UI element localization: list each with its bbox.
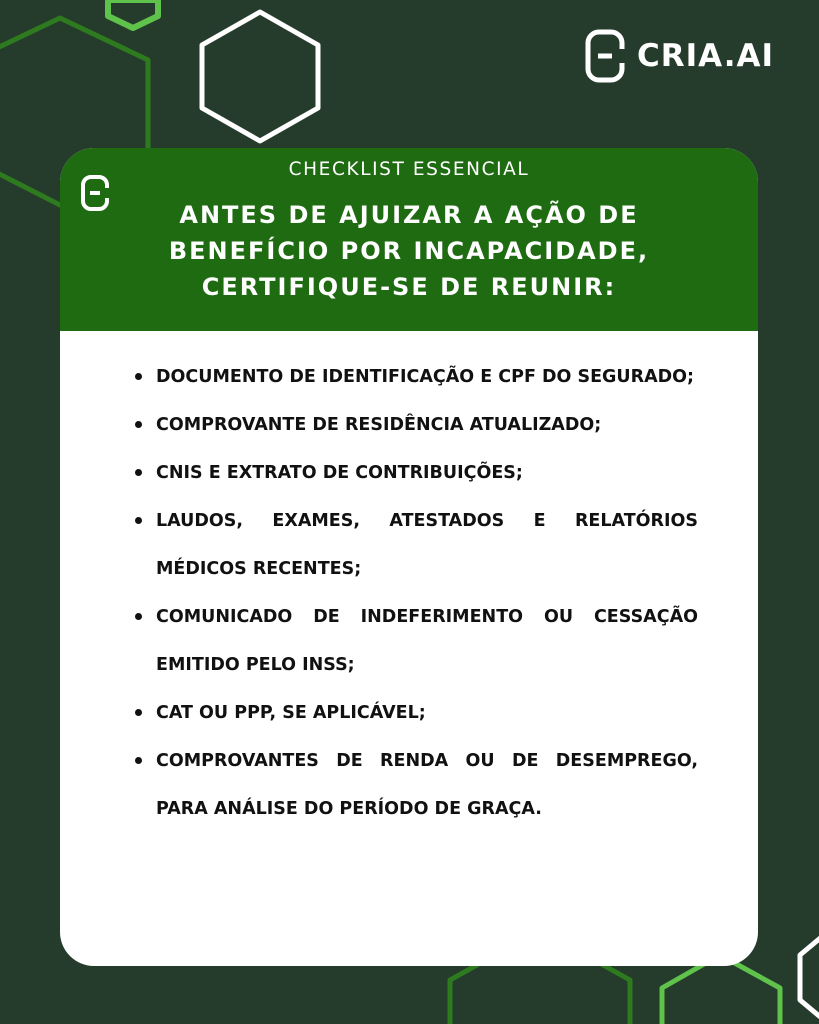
cria-logo-icon: [585, 29, 625, 83]
checklist-item: [156, 449, 698, 497]
checklist-card: [60, 148, 758, 966]
checklist-item-text: COMUNICADO DE INDEFERIMENTO OU CESSAÇÃO EMITIDO PELO INSS;: [156, 607, 698, 675]
bullet-icon: [135, 517, 142, 524]
hexagon-bottom-right-white: [800, 930, 819, 1024]
checklist-item-text: COMPROVANTES DE RENDA OU DE DESEMPREGO, PARA ANÁLISE DO PERÍODO DE GRAÇA.: [156, 751, 698, 819]
bullet-icon: [135, 469, 142, 476]
checklist-item: [156, 401, 698, 449]
bullet-icon: [135, 613, 142, 620]
checklist-item-text: LAUDOS, EXAMES, ATESTADOS E RELATÓRIOS MÉDICOS RECENTES;: [156, 511, 698, 579]
checklist-item-text: CAT OU PPP, SE APLICÁVEL;: [156, 703, 426, 723]
brand: [585, 28, 774, 84]
bullet-icon: [135, 373, 142, 380]
brand-name: CRIA.AI: [637, 38, 775, 74]
checklist-item-text: DOCUMENTO DE IDENTIFICAÇÃO E CPF DO SEGURADO;: [156, 367, 695, 387]
checklist-item: [156, 353, 698, 401]
checklist: [60, 331, 758, 833]
checklist-item: [156, 497, 698, 593]
checklist-item-text: CNIS E EXTRATO DE CONTRIBUIÇÕES;: [156, 463, 523, 483]
checklist-eyebrow: CHECKLIST ESSENCIAL: [288, 159, 530, 180]
bullet-icon: [135, 709, 142, 716]
checklist-headline: ANTES DE AJUIZAR A AÇÃO DE BENEFÍCIO POR INCAPACIDADE, CERTIFIQUE-SE DE REUNIR:: [168, 201, 650, 301]
hexagon-top-left-bright: [108, 0, 158, 28]
bullet-icon: [135, 421, 142, 428]
hexagon-top-white: [202, 12, 318, 141]
checklist-item: [156, 593, 698, 689]
cria-logo-icon: [80, 174, 110, 212]
checklist-item-text: COMPROVANTE DE RESIDÊNCIA ATUALIZADO;: [156, 415, 602, 435]
checklist-item: [156, 689, 698, 737]
checklist-item: [156, 737, 698, 833]
card-header: [60, 148, 758, 331]
bullet-icon: [135, 757, 142, 764]
